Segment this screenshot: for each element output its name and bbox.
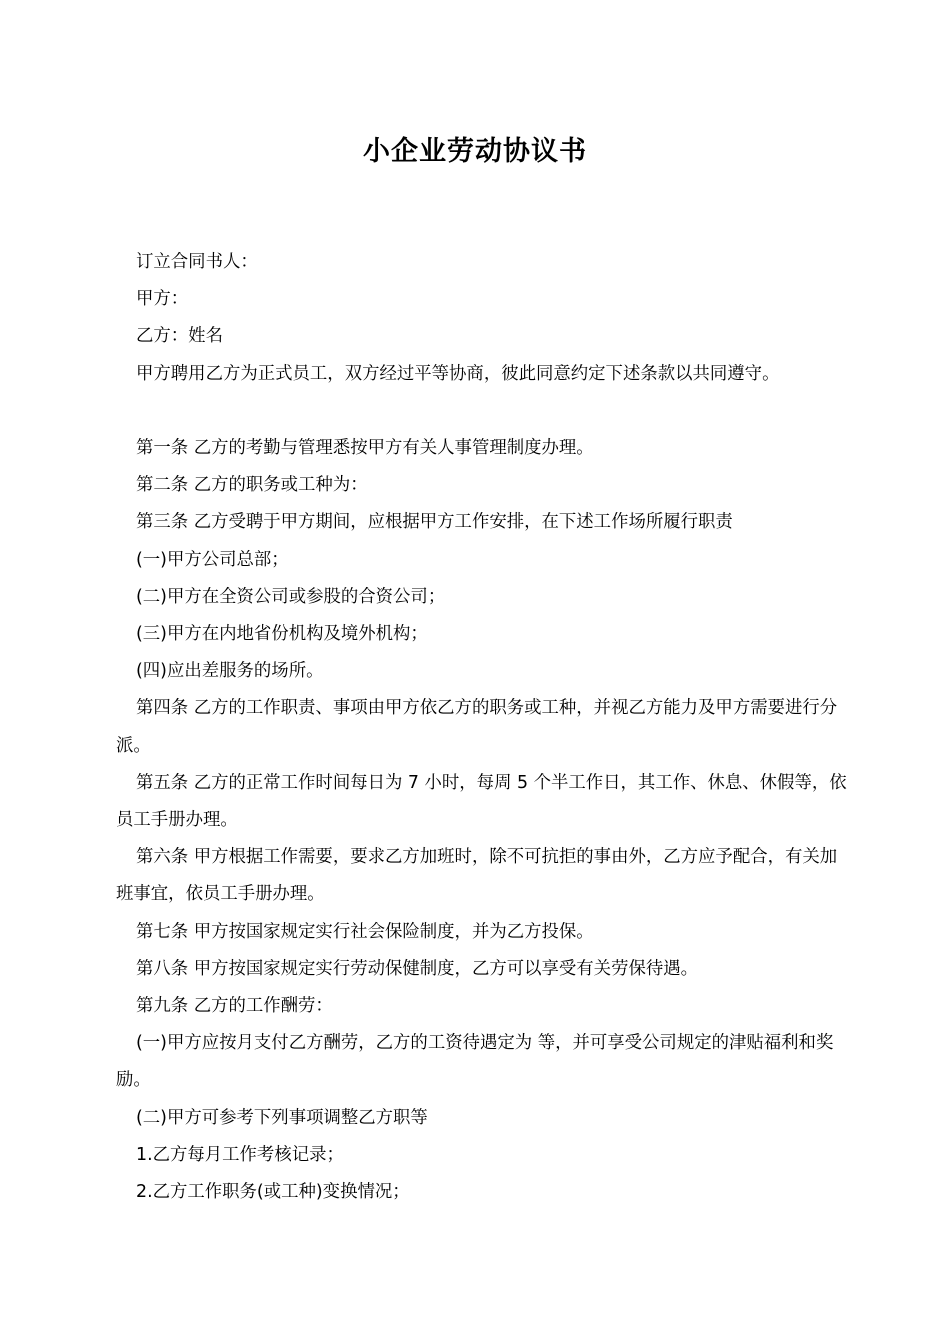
clause-7: 第七条 甲方按国家规定实行社会保险制度，并为乙方投保。 — [136, 921, 594, 942]
clause-3-item-1: (一)甲方公司总部； — [136, 549, 289, 570]
clause-9-item-1: (一)甲方应按月支付乙方酬劳，乙方的工资待遇定为 等，并可享受公司规定的津贴福利和奖励。 — [116, 1033, 834, 1091]
clause-3: 第三条 乙方受聘于甲方期间，应根据甲方工作安排，在下述工作场所履行职责 — [136, 512, 733, 533]
clause-6: 第六条 甲方根据工作需要，要求乙方加班时，除不可抗拒的事由外，乙方应予配合，有关加班事宜，依员工手册办理。 — [116, 847, 838, 905]
agreement-intro: 甲方聘用乙方为正式员工，双方经过平等协商，彼此同意约定下述条款以共同遵守。 — [136, 363, 780, 384]
paragraph-gap — [116, 393, 850, 430]
clause-9-item-2: (二)甲方可参考下列事项调整乙方职等 — [136, 1107, 428, 1128]
clause-1: 第一条 乙方的考勤与管理悉按甲方有关人事管理制度办理。 — [136, 438, 594, 458]
document-title: 小企业劳动协议书 — [363, 136, 587, 167]
clause-3-item-3: (三)甲方在内地省份机构及境外机构； — [136, 624, 428, 645]
clause-3-item-4: (四)应出差服务的场所。 — [136, 661, 324, 682]
clause-5: 第五条 乙方的正常工作时间每日为 7 小时，每周 5 个半工作日，其工作、休息、休假等，依员工手册办理。 — [116, 772, 847, 831]
party-a-line: 甲方： — [136, 289, 189, 310]
clause-2: 第二条 乙方的职务或工种为： — [136, 475, 368, 496]
clause-9-subitem-2: 2.乙方工作职务(或工种)变换情况； — [136, 1182, 410, 1203]
contract-parties-label: 订立合同书人： — [136, 252, 258, 272]
clause-4: 第四条 乙方的工作职责、事项由甲方依乙方的职务或工种，并视乙方能力及甲方需要进行分派。 — [116, 698, 838, 756]
party-b-line: 乙方：姓名 — [136, 326, 223, 347]
clause-9: 第九条 乙方的工作酬劳： — [136, 996, 333, 1017]
clause-9-subitem-1: 1.乙方每月工作考核记录； — [136, 1144, 344, 1165]
document-body — [116, 244, 850, 1211]
clause-3-item-2: (二)甲方在全资公司或参股的合资公司； — [136, 586, 446, 607]
clause-8: 第八条 甲方按国家规定实行劳动保健制度，乙方可以享受有关劳保待遇。 — [136, 958, 699, 979]
